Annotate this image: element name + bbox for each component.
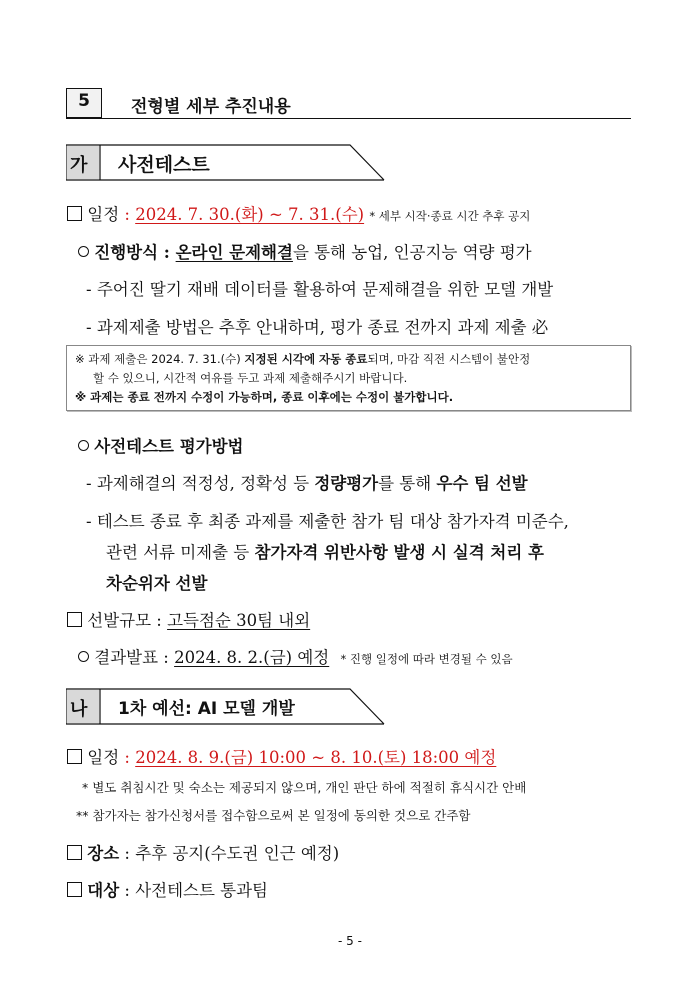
target-colon: : xyxy=(119,881,136,900)
part-a-header-frame xyxy=(66,144,386,182)
method-bullet-1: - 주어진 딸기 재배 데이터를 활용하여 문제해결을 위한 모델 개발 xyxy=(86,280,554,299)
result-note: * 진행 일정에 따라 변경될 수 있음 xyxy=(340,652,513,666)
method-emphasis: 온라인 문제해결 xyxy=(175,243,293,262)
eval-bullet-2-line-2-text: 관련 서류 미제출 등 xyxy=(106,543,255,562)
selection-colon: : xyxy=(151,611,168,630)
part-a-marker: 가 xyxy=(70,155,88,176)
eval-bullet-1-bold-a: 정량평가 xyxy=(314,474,379,493)
page-number: - 5 - xyxy=(338,934,362,948)
schedule-note: * 세부 시작·종료 시간 추후 공지 xyxy=(369,209,531,223)
section-rule xyxy=(66,118,631,119)
circle-bullet-icon xyxy=(78,440,89,451)
selection-label: 선발규모 xyxy=(87,611,152,630)
place-colon: : xyxy=(119,844,136,863)
target-row xyxy=(67,877,268,901)
result-row xyxy=(78,644,513,668)
target-label: 대상 xyxy=(87,881,120,900)
place-value: 추후 공지(수도권 인근 예정) xyxy=(135,844,340,863)
notice-line-3: ※ 과제는 종료 전까지 수정이 가능하며, 종료 이후에는 수정이 불가합니다. xyxy=(75,390,454,404)
eval-bullet-2-line-2 xyxy=(106,539,544,563)
method-label: 진행방식 xyxy=(94,243,159,262)
part-b-title: 1차 예선: AI 모델 개발 xyxy=(118,699,295,719)
method-colon: : xyxy=(158,243,176,262)
result-value: 2024. 8. 2.(금) 예정 xyxy=(174,648,330,667)
eval-bullet-2-line-1: - 테스트 종료 후 최종 과제를 제출한 참가 팀 대상 참가자격 미준수, xyxy=(86,512,569,531)
part-b-schedule-date: 2024. 8. 9.(금) 10:00 ~ 8. 10.(토) 18:00 예정 xyxy=(135,748,497,767)
selection-row xyxy=(67,607,310,631)
place-row xyxy=(67,840,339,864)
method-row xyxy=(78,239,532,263)
part-b-note-2: ** 참가자는 참가신청서를 접수함으로써 본 일정에 동의한 것으로 간주함 xyxy=(76,808,471,823)
result-colon: : xyxy=(158,648,175,667)
eval-bullet-2-line-2-bold: 참가자격 위반사항 발생 시 실격 처리 후 xyxy=(254,543,544,562)
eval-bullet-1-text: - 과제해결의 적정성, 정확성 등 xyxy=(86,474,315,493)
section-title: 전형별 세부 추진내용 xyxy=(131,97,291,117)
checkbox-square-icon xyxy=(67,612,82,627)
notice-line-1-bold: 지정된 시각에 자동 종료 xyxy=(244,352,368,366)
section-number: 5 xyxy=(78,91,90,111)
part-b-schedule-label: 일정 xyxy=(87,748,120,767)
part-b-note-1: * 별도 취침시간 및 숙소는 제공되지 않으며, 개인 판단 하에 적절히 휴식시간 안배 xyxy=(82,780,527,795)
notice-line-2: 할 수 있으니, 시간적 여유를 두고 과제 제출해주시기 바랍니다. xyxy=(93,371,408,385)
schedule-date: 2024. 7. 30.(화) ~ 7. 31.(수) xyxy=(135,205,365,224)
selection-value: 고득점순 30팀 내외 xyxy=(167,611,311,630)
eval-row xyxy=(78,433,243,457)
notice-line-1 xyxy=(75,351,530,367)
notice-box xyxy=(66,345,631,411)
notice-line-1-part-c: 되며, 마감 직전 시스템이 불안정 xyxy=(367,352,531,366)
notice-line-1-part-a: ※ 과제 제출은 2024. 7. 31.(수) xyxy=(75,352,245,366)
place-label: 장소 xyxy=(87,844,120,863)
eval-bullet-1-bold-b: 우수 팀 선발 xyxy=(436,474,528,493)
part-a-title: 사전테스트 xyxy=(118,154,210,176)
part-b-marker: 나 xyxy=(70,699,88,720)
part-a-schedule-row xyxy=(67,201,530,225)
checkbox-square-icon xyxy=(67,882,82,897)
schedule-label: 일정 xyxy=(87,205,120,224)
method-rest: 을 통해 농업, 인공지능 역량 평가 xyxy=(292,243,532,262)
method-bullet-2: - 과제제출 방법은 추후 안내하며, 평가 종료 전까지 과제 제출 必 xyxy=(86,318,549,337)
circle-bullet-icon xyxy=(78,651,89,662)
eval-bullet-1-mid: 를 통해 xyxy=(378,474,437,493)
part-b-schedule-row xyxy=(67,744,496,768)
result-label: 결과발표 xyxy=(94,648,159,667)
eval-label: 사전테스트 평가방법 xyxy=(94,437,244,456)
checkbox-square-icon xyxy=(67,845,82,860)
checkbox-square-icon xyxy=(67,749,82,764)
schedule-colon: : xyxy=(119,205,136,224)
circle-bullet-icon xyxy=(78,246,89,257)
checkbox-square-icon xyxy=(67,206,82,221)
part-b-schedule-colon: : xyxy=(119,748,136,767)
eval-bullet-2-line-3: 차순위자 선발 xyxy=(106,574,208,593)
target-value: 사전테스트 통과팀 xyxy=(135,881,268,900)
eval-bullet-1 xyxy=(86,470,528,494)
